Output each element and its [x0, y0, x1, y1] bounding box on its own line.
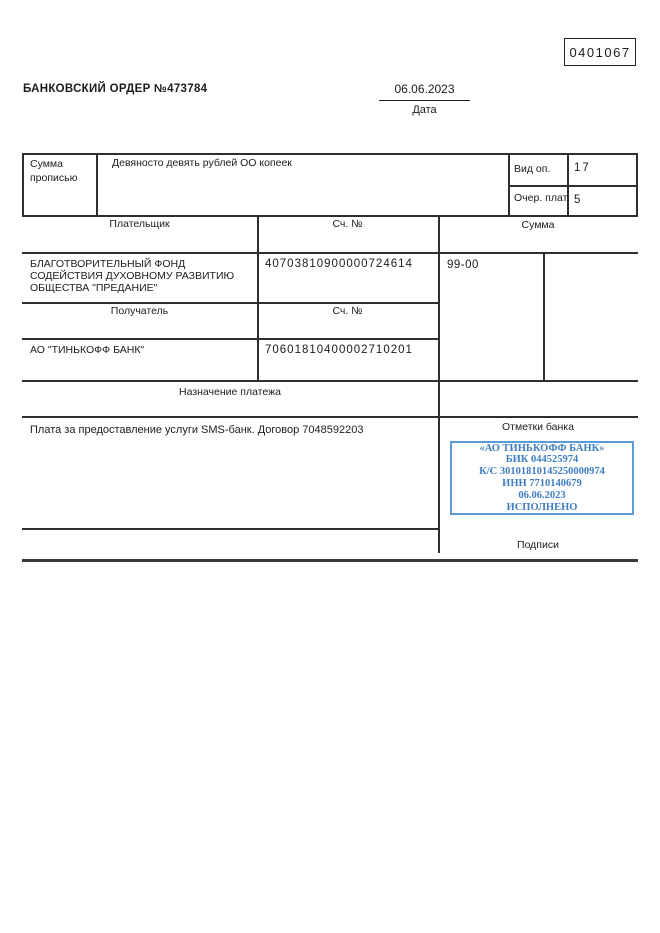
signature-line — [22, 528, 438, 530]
grid-line — [22, 559, 638, 562]
payment-order-value: 5 — [574, 194, 581, 206]
document-title: БАНКОВСКИЙ ОРДЕР №473784 — [23, 83, 208, 95]
grid-line — [22, 252, 638, 254]
receiver-account-label: Сч. № — [332, 305, 363, 317]
grid-line — [22, 416, 638, 418]
date-label: Дата — [412, 104, 437, 116]
payment-order-label: Очер. плат. — [514, 192, 570, 204]
bank-stamp — [450, 441, 634, 515]
grid-line — [543, 252, 545, 380]
grid-line — [22, 153, 24, 216]
grid-line — [438, 215, 440, 553]
purpose-value: Плата за предоставление услуги SMS-банк. Договор 7048592203 — [30, 424, 364, 436]
stamp-line: БИК 044525974 — [505, 454, 579, 466]
grid-line — [22, 302, 438, 304]
amount-label: Сумма — [521, 219, 555, 231]
stamp-line: «АО ТИНЬКОФФ БАНК» — [479, 442, 605, 454]
payer-account: 40703810900000724614 — [265, 258, 413, 270]
op-type-value: 17 — [574, 162, 591, 174]
grid-line — [567, 153, 569, 216]
grid-line — [96, 153, 98, 216]
date-value: 06.06.2023 — [379, 82, 470, 101]
grid-line — [22, 153, 638, 155]
purpose-label: Назначение платежа — [179, 386, 281, 398]
stamp-line: ИСПОЛНЕНО — [506, 501, 578, 513]
stamp-line: 06.06.2023 — [518, 489, 566, 501]
amount-value: 99-00 — [447, 259, 479, 271]
receiver-label: Получатель — [110, 305, 169, 317]
op-type-label: Вид оп. — [514, 163, 551, 175]
form-code: 0401067 — [569, 44, 631, 60]
payer-account-label: Сч. № — [332, 218, 363, 230]
amount-words-value: Девяносто девять рублей ОО копеек — [112, 157, 292, 169]
grid-line — [22, 215, 638, 217]
signatures-label: Подписи — [517, 539, 559, 551]
grid-line — [508, 185, 638, 187]
payer-label: Плательщик — [109, 218, 170, 230]
grid-line — [22, 338, 438, 340]
amount-words-label: Сумма прописью — [30, 158, 78, 184]
receiver-account: 70601810400002710201 — [265, 344, 413, 356]
payer-name: БЛАГОТВОРИТЕЛЬНЫЙ ФОНД СОДЕЙСТВИЯ ДУХОВНОМУ РАЗВИТИЮ ОБЩЕСТВА "ПРЕДАНИЕ" — [30, 258, 235, 294]
form-code-box — [564, 38, 636, 66]
grid-line — [508, 153, 510, 216]
receiver-name: АО "ТИНЬКОФФ БАНК" — [30, 344, 145, 356]
grid-line — [636, 153, 638, 216]
stamp-line: К/С 30101810145250000974 — [479, 466, 605, 478]
grid-line — [22, 380, 638, 382]
stamp-line: ИНН 7710140679 — [502, 478, 582, 489]
bank-marks-label: Отметки банка — [502, 421, 574, 433]
